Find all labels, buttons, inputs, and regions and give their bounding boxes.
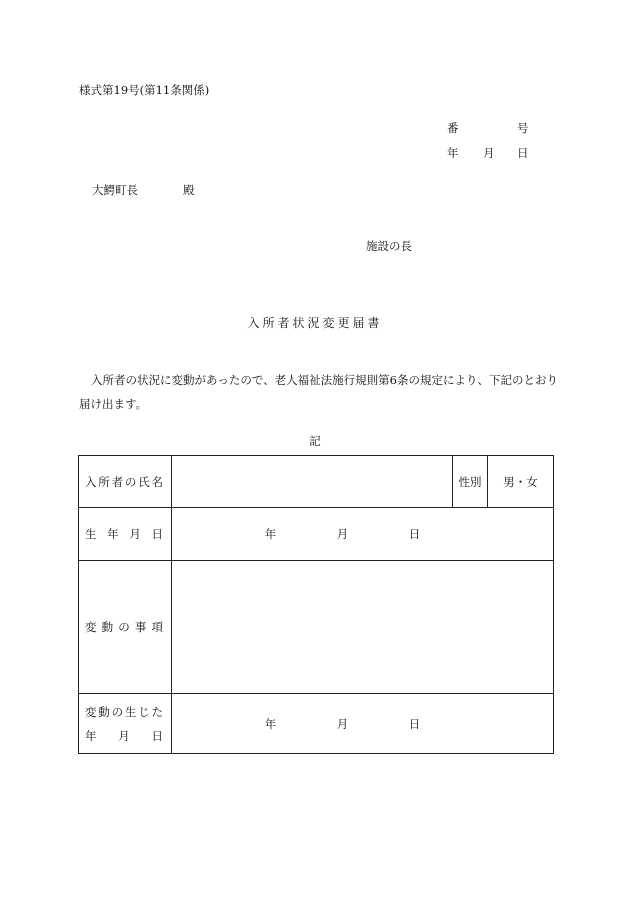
change-date-label-char: 変 [85,704,97,719]
change-label-char: 動 [101,620,114,634]
change-date-label-char: 月 [118,728,130,743]
change-label-char: の [118,620,130,634]
reference-number-suffix: 号 [517,121,529,135]
birth-label-cell [79,508,172,561]
change-date-label-char: た [151,704,163,719]
table-row [79,456,554,508]
name-label-char: の [124,474,137,489]
reference-number-label: 番 [447,121,459,135]
date-month-label: 月 [483,146,495,160]
birth-day-label: 日 [408,527,421,541]
change-date-label-char: じ [138,704,150,719]
change-date-label-char: 生 [124,704,137,719]
form-number: 様式第19号(第11条関係) [79,83,210,97]
name-label-char: 名 [151,474,163,489]
change-label-char: 事 [134,620,147,634]
table-row [79,508,554,561]
addressee-honorific: 殿 [183,183,195,197]
change-date-cell[interactable] [172,694,554,754]
birth-label-char: 年 [107,527,119,541]
birth-month-label: 月 [336,527,349,541]
gender-label: 性別 [453,456,488,508]
birth-label-char: 日 [151,527,163,541]
sender: 施設の長 [366,239,412,253]
table-row [79,561,554,694]
change-date-label-char: 動 [98,704,110,719]
change-month-label: 月 [336,716,349,731]
date-year-label: 年 [447,146,459,160]
date-day-label: 日 [517,146,529,160]
name-input-cell[interactable] [172,456,453,508]
notification-form-table [78,455,554,754]
change-date-label-cell [79,694,172,754]
birth-label-char: 月 [129,527,141,541]
birth-year-label: 年 [264,527,277,541]
change-label-char: 項 [151,620,163,634]
change-date-label-char: 日 [151,728,163,743]
change-label-cell [79,561,172,694]
name-label-char: 氏 [138,474,150,489]
name-label-cell [79,456,172,508]
change-year-label: 年 [264,716,277,731]
table-row [79,694,554,754]
name-label-char: 入 [85,474,97,489]
name-label-char: 者 [111,474,124,489]
document-title: 入所者状況変更届書 [247,316,383,330]
change-day-label: 日 [408,716,421,731]
birth-date-cell[interactable] [172,508,554,561]
name-label-char: 所 [98,474,110,489]
gender-value[interactable]: 男・女 [488,456,554,508]
change-details-cell[interactable] [172,561,554,694]
ki-heading: 記 [309,434,321,448]
birth-label-char: 生 [85,527,97,541]
addressee: 大鰐町長 [92,183,138,197]
body-text: 入所者の状況に変動があったので、老人福祉法施行規則第6条の規定により、下記のとおり届け出ます。 [79,373,558,411]
change-date-label-char: 年 [85,728,97,743]
change-date-label-char: の [111,704,124,719]
change-label-char: 変 [85,620,97,634]
